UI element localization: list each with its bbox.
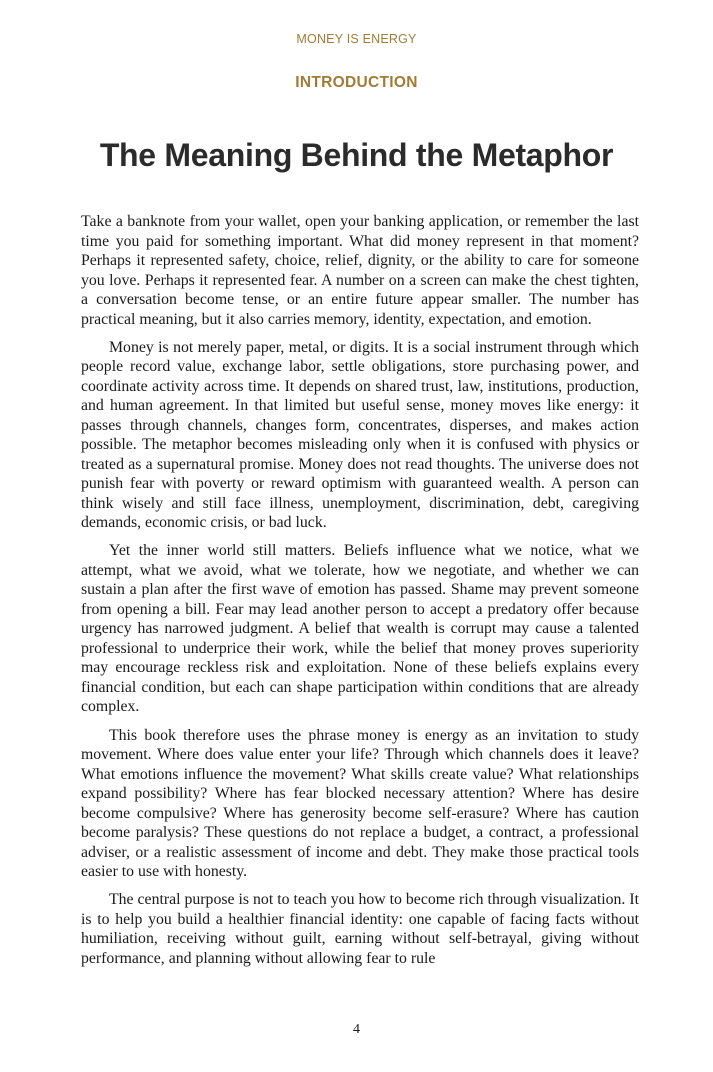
paragraph: Take a banknote from your wallet, open your banking application, or remember the last time you paid for something important. What did money represent in that moment? Perhaps it represented safety, choice, relief, dignity, or the ability to care for someone you love. Perhaps it represented fear. A number on a screen can make the chest tighten, a conversation become tense, or an entire future appear smaller. The number has practical meaning, but it also carries memory, identity, expectation, and emotion. — [81, 213, 639, 328]
body-text — [81, 212, 639, 977]
paragraph: Money is not merely paper, metal, or digits. It is a social instrument through which people record value, exchange labor, settle obligations, store purchasing power, and coordinate activity across time. It depends on shared trust, law, institutions, production, and human agreement. In that limited but useful sense, money moves like energy: it passes through channels, changes form, concentrates, disperses, and makes action possible. The metaphor becomes misleading only when it is confused with physics or treated as a supernatural promise. Money does not read thoughts. The universe does not punish fear with poverty or reward optimism with guaranteed wealth. A person can think wisely and still face illness, unemployment, discrimination, debt, caregiving demands, economic crisis, or bad luck. — [81, 338, 639, 532]
paragraph: This book therefore uses the phrase money is energy as an invitation to study movement. Where does value enter your life? Through which channels does it leave? What emotions influence the movement? What skills create value? What relationships expand possibility? Where has fear blocked necessary attention? Where has desire become compulsive? Where has generosity become self-erasure? Where has caution become paralysis? These questions do not replace a budget, a contract, a professional adviser, or a realistic assessment of income and debt. They make those practical tools easier to use with honesty. — [81, 726, 639, 881]
paragraph: Yet the inner world still matters. Beliefs influence what we notice, what we attempt, what we avoid, what we tolerate, how we negotiate, and whether we can sustain a plan after the first wave of emotion has passed. Shame may prevent someone from opening a bill. Fear may lead another person to accept a predatory offer because urgency has narrowed judgment. A belief that wealth is corrupt may cause a talented professional to underprice their work, while the belief that money proves superiority may encourage reckless risk and exploitation. None of these beliefs explains every financial condition, but each can shape participation within conditions that are already complex. — [81, 542, 639, 716]
chapter-title: The Meaning Behind the Metaphor — [99, 137, 614, 173]
page-number: 4 — [353, 1022, 360, 1037]
paragraph: The central purpose is not to teach you how to become rich through visualization. It is to help you build a healthier financial identity: one capable of facing facts without humiliation, receiving without guilt, earning without self-betrayal, giving without performance, and planning without allowing fear to rule — [81, 891, 639, 967]
running-head: MONEY IS ENERGY — [296, 32, 417, 46]
section-label: INTRODUCTION — [295, 74, 418, 91]
